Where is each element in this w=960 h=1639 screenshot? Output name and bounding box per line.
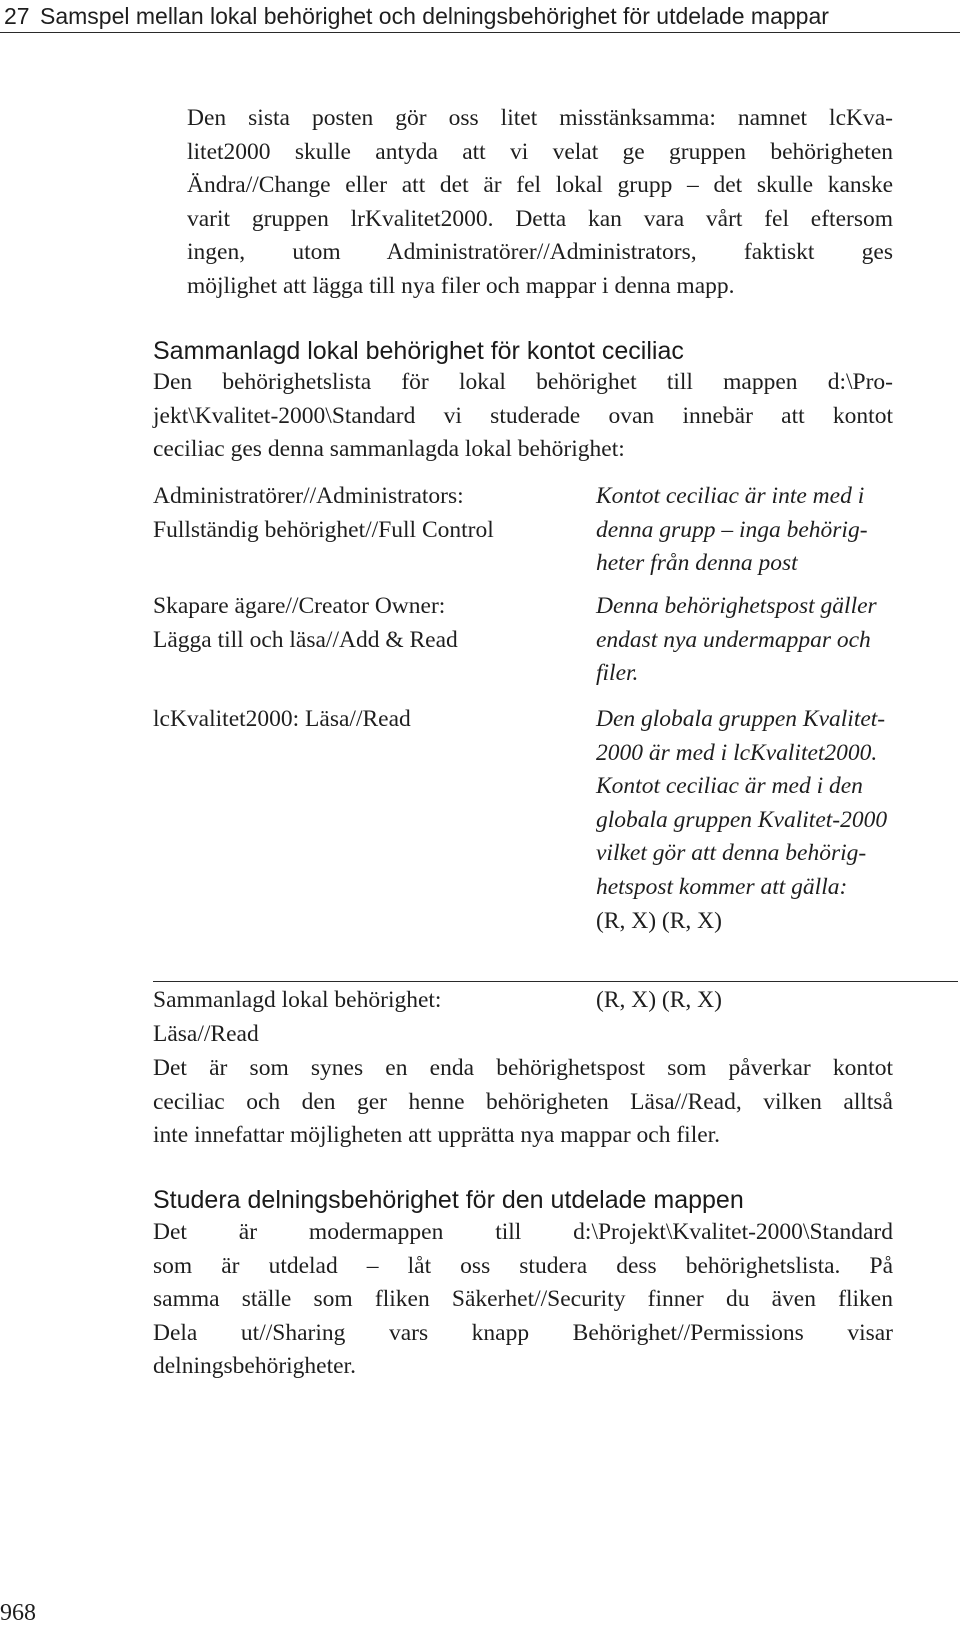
text-line: Fullständig behörighet//Full Control xyxy=(153,516,494,543)
running-header xyxy=(0,0,960,33)
text-line: Lägga till och läsa//Add & Read xyxy=(153,626,458,653)
permission-entry xyxy=(153,703,583,737)
conclusion-paragraph xyxy=(153,1052,893,1153)
text-line: lcKvalitet2000: Läsa//Read xyxy=(153,706,411,732)
text-line: globala gruppen Kvalitet-2000 xyxy=(596,806,888,833)
permission-value: (R, X) (R, X) xyxy=(596,907,722,934)
text-line: inte innefattar möjligheten att upprätta nya mappar och filer. xyxy=(153,1122,721,1149)
text-line: samma ställe som fliken Säkerhet//Security finner du även fliken xyxy=(153,1286,893,1313)
section-paragraph xyxy=(153,366,893,467)
text-line: Administratörer//Administrators: xyxy=(153,483,464,509)
text-line: Den behörighetslista för lokal behörighet till mappen d:\Pro- xyxy=(153,369,893,395)
permission-note xyxy=(596,703,958,938)
text-line: endast nya undermappar och xyxy=(596,626,871,653)
text-line: Kontot ceciliac är inte med i xyxy=(596,483,865,509)
text-line: litet2000 skulle antyda att vi velat ge gruppen behörigheten xyxy=(187,138,893,165)
text-line: filer. xyxy=(596,660,639,687)
text-line: 2000 är med i lcKvalitet2000. xyxy=(596,739,878,766)
text-line: delningsbehörigheter. xyxy=(153,1353,356,1380)
text-line: Det är modermappen till d:\Projekt\Kvalitet-2000\Standard xyxy=(153,1219,893,1245)
permission-entry xyxy=(153,480,583,547)
page-number: 968 xyxy=(0,1600,36,1626)
running-title: Samspel mellan lokal behörighet och delningsbehörighet för utdelade mappar xyxy=(40,3,829,29)
permission-entry xyxy=(153,590,583,657)
text-line: Skapare ägare//Creator Owner: xyxy=(153,593,446,619)
text-line: Det är som synes en enda behörighetspost som påverkar kontot xyxy=(153,1055,893,1081)
text-line: ceciliac och den ger henne behörigheten Läsa//Read, vilken alltså xyxy=(153,1088,893,1115)
total-label xyxy=(153,984,583,1051)
text-line: vilket gör att denna behörig- xyxy=(596,840,867,867)
text-line: (R, X) (R, X) xyxy=(596,987,722,1013)
sum-rule xyxy=(153,981,958,982)
text-line: som är utdelad – låt oss studera dess behörighetslista. På xyxy=(153,1252,893,1279)
text-line: Ändra//Change eller att det är fel lokal grupp – det skulle kanske xyxy=(187,172,893,199)
text-line: Den sista posten gör oss litet misstänksamma: namnet lcKva- xyxy=(187,105,893,131)
text-line: ingen, utom Administratörer//Administrators, faktiskt ges xyxy=(187,239,893,266)
text-line: Dela ut//Sharing vars knapp Behörighet//Permissions visar xyxy=(153,1319,893,1346)
text-line: jekt\Kvalitet-2000\Standard vi studerade ovan innebär att kontot xyxy=(153,402,893,429)
text-line: hetspost kommer att gälla: xyxy=(596,873,848,900)
section-heading: Studera delningsbehörighet för den utdelade mappen xyxy=(153,1186,744,1214)
text-line: Den globala gruppen Kvalitet- xyxy=(596,706,886,732)
text-line: heter från denna post xyxy=(596,550,798,577)
total-value xyxy=(596,984,958,1018)
permission-note xyxy=(596,480,958,581)
text-line: Sammanlagd lokal behörighet: xyxy=(153,987,442,1013)
permission-note xyxy=(596,590,958,691)
text-line: ceciliac ges denna sammanlagda lokal behörighet: xyxy=(153,436,625,463)
chapter-number: 27 xyxy=(4,3,30,29)
section-paragraph xyxy=(153,1216,893,1384)
text-line: Läsa//Read xyxy=(153,1020,259,1047)
text-line: Denna behörighetspost gäller xyxy=(596,593,877,619)
text-line: denna grupp – inga behörig- xyxy=(596,516,868,543)
text-line: varit gruppen lrKvalitet2000. Detta kan vara vårt fel eftersom xyxy=(187,205,893,232)
text-line: möjlighet att lägga till nya filer och mappar i denna mapp. xyxy=(187,272,735,299)
section-heading: Sammanlagd lokal behörighet för kontot ceciliac xyxy=(153,337,684,365)
text-line: Kontot ceciliac är med i den xyxy=(596,773,863,800)
intro-paragraph xyxy=(187,102,893,304)
